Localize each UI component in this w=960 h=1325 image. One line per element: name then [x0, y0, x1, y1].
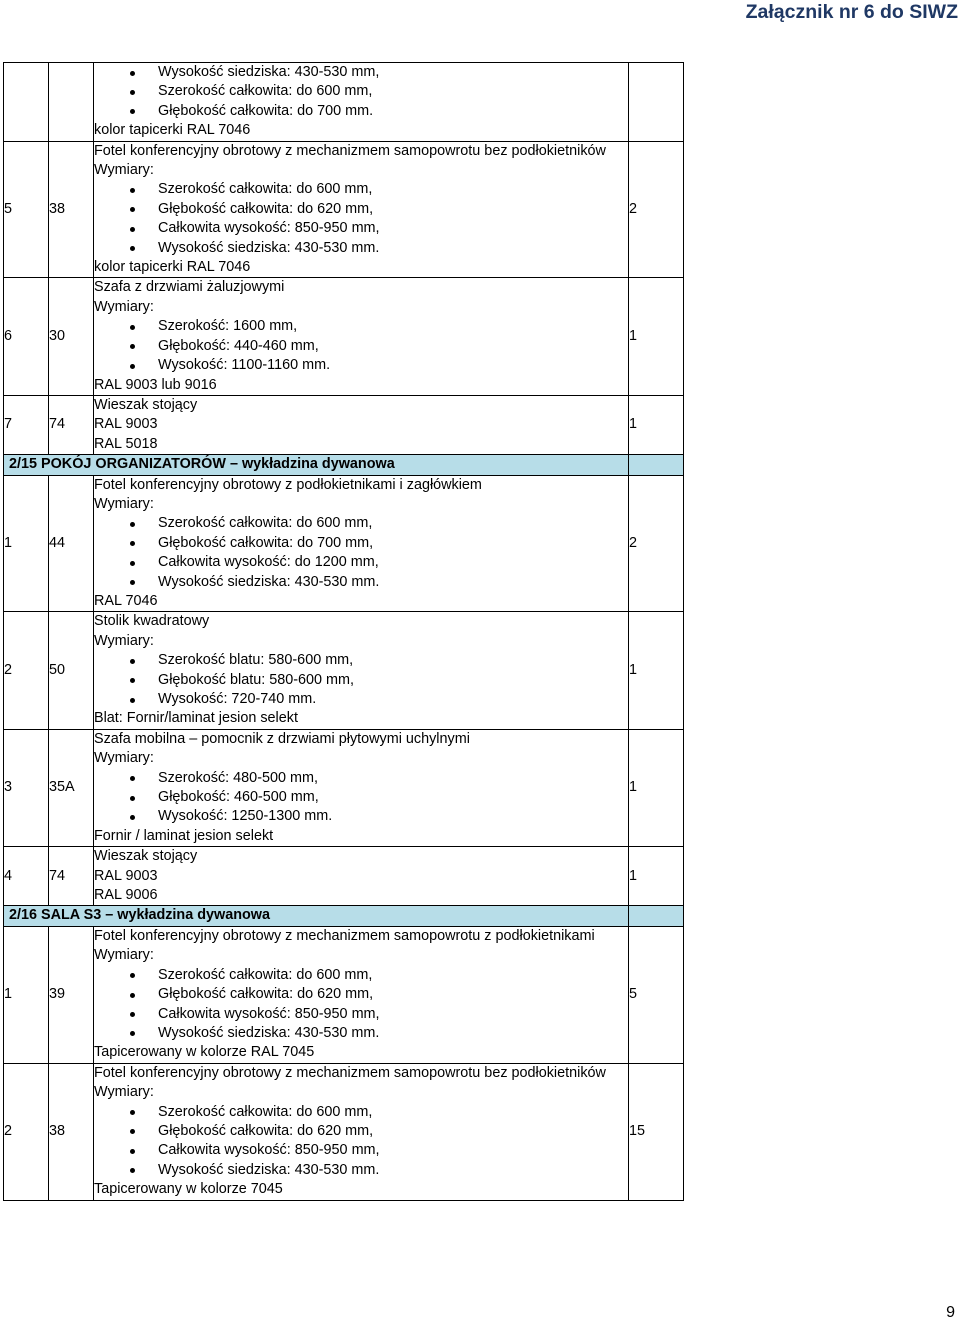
item-description-cell [94, 926, 629, 1063]
table-row [4, 729, 684, 846]
item-number-cell: 38 [49, 1063, 94, 1200]
dimension-item: Całkowita wysokość: 850-950 mm, [94, 1005, 628, 1024]
item-description-cell [94, 847, 629, 906]
description-note: RAL 7046 [94, 592, 158, 609]
item-quantity-cell: 2 [629, 475, 684, 612]
description-line: RAL 9003 [94, 416, 158, 433]
dimension-item: Wysokość siedziska: 430-530 mm. [94, 239, 628, 258]
item-lp-cell: 1 [4, 926, 49, 1063]
section-header-row [4, 906, 684, 926]
dimension-item: Szerokość: 480-500 mm, [94, 769, 628, 788]
item-description-cell [94, 141, 629, 278]
item-quantity-cell: 15 [629, 1063, 684, 1200]
description-line: Fotel konferencyjny obrotowy z mechanizmem samopowrotu bez podłokietników [94, 142, 606, 159]
section-title: 2/16 SALA S3 – wykładzina dywanowa [4, 906, 629, 926]
dimension-item: Szerokość całkowita: do 600 mm, [94, 514, 628, 533]
dimension-item: Głębokość całkowita: do 620 mm, [94, 200, 628, 219]
item-quantity-cell: 5 [629, 926, 684, 1063]
section-header-row [4, 455, 684, 475]
description-line: Wymiary: [94, 1084, 154, 1101]
item-description-cell [94, 475, 629, 612]
table-row [4, 63, 684, 142]
dimension-item: Wysokość siedziska: 430-530 mm, [94, 63, 628, 82]
dimension-item: Wysokość: 1250-1300 mm. [94, 807, 628, 826]
item-description-cell [94, 1063, 629, 1200]
description-line: Wieszak stojący [94, 848, 198, 865]
description-line: Wymiary: [94, 298, 154, 315]
item-number-cell: 50 [49, 612, 94, 729]
page-number: 9 [946, 1304, 955, 1321]
description-line: Stolik kwadratowy [94, 613, 210, 630]
item-description-cell [94, 63, 629, 142]
item-lp-cell: 4 [4, 847, 49, 906]
dimensions-list [94, 63, 628, 121]
item-number-cell: 35A [49, 729, 94, 846]
item-description-cell [94, 278, 629, 395]
description-line: Fotel konferencyjny obrotowy z mechanizmem samopowrotu bez podłokietników [94, 1064, 606, 1081]
item-lp-cell: 2 [4, 1063, 49, 1200]
description-note: Blat: Fornir/laminat jesion selekt [94, 710, 298, 727]
dimension-item: Wysokość siedziska: 430-530 mm. [94, 573, 628, 592]
description-line: Szafa z drzwiami żaluzjowymi [94, 279, 285, 296]
table-row [4, 395, 684, 454]
dimensions-list [94, 966, 628, 1044]
dimension-item: Głębokość całkowita: do 700 mm, [94, 534, 628, 553]
dimension-item: Całkowita wysokość: 850-950 mm, [94, 219, 628, 238]
dimension-item: Głębokość całkowita: do 620 mm, [94, 985, 628, 1004]
item-number-cell [49, 63, 94, 142]
dimension-item: Całkowita wysokość: do 1200 mm, [94, 553, 628, 572]
description-line: Wymiary: [94, 947, 154, 964]
dimensions-list [94, 1103, 628, 1181]
description-note: RAL 9003 lub 9016 [94, 376, 217, 393]
description-line: Szafa mobilna – pomocnik z drzwiami płytowymi uchylnymi [94, 730, 470, 747]
description-line: Fotel konferencyjny obrotowy z mechanizmem samopowrotu z podłokietnikami [94, 927, 595, 944]
item-number-cell: 39 [49, 926, 94, 1063]
section-empty-cell [629, 455, 684, 475]
description-line: Fotel konferencyjny obrotowy z podłokietnikami i zagłówkiem [94, 476, 482, 493]
dimension-item: Szerokość całkowita: do 600 mm, [94, 180, 628, 199]
item-description-cell [94, 612, 629, 729]
description-note: Fornir / laminat jesion selekt [94, 827, 274, 844]
item-lp-cell: 3 [4, 729, 49, 846]
table-row [4, 141, 684, 278]
item-quantity-cell: 1 [629, 278, 684, 395]
description-note: kolor tapicerki RAL 7046 [94, 259, 251, 276]
dimension-item: Głębokość: 460-500 mm, [94, 788, 628, 807]
dimension-item: Szerokość: 1600 mm, [94, 317, 628, 336]
item-lp-cell: 1 [4, 475, 49, 612]
description-note: kolor tapicerki RAL 7046 [94, 122, 251, 139]
dimension-item: Szerokość całkowita: do 600 mm, [94, 82, 628, 101]
item-number-cell: 74 [49, 395, 94, 454]
item-number-cell: 44 [49, 475, 94, 612]
item-quantity-cell: 1 [629, 612, 684, 729]
item-quantity-cell: 1 [629, 395, 684, 454]
header-title: Załącznik nr 6 do SIWZ [745, 1, 958, 23]
description-line: Wymiary: [94, 495, 154, 512]
description-line: Wymiary: [94, 750, 154, 767]
description-note: Tapicerowany w kolorze 7045 [94, 1181, 283, 1198]
table-row [4, 847, 684, 906]
description-line: Wymiary: [94, 632, 154, 649]
table-row [4, 278, 684, 395]
dimensions-list [94, 317, 628, 375]
item-lp-cell: 5 [4, 141, 49, 278]
description-note: Tapicerowany w kolorze RAL 7045 [94, 1044, 315, 1061]
item-lp-cell: 6 [4, 278, 49, 395]
table-row [4, 926, 684, 1063]
table-row [4, 612, 684, 729]
dimension-item: Głębokość blatu: 580-600 mm, [94, 671, 628, 690]
section-empty-cell [629, 906, 684, 926]
dimensions-list [94, 514, 628, 592]
dimensions-list [94, 651, 628, 709]
table-row [4, 475, 684, 612]
description-line: Wieszak stojący [94, 396, 198, 413]
item-quantity-cell: 2 [629, 141, 684, 278]
table-row [4, 1063, 684, 1200]
description-line: RAL 5018 [94, 435, 158, 452]
item-quantity-cell: 1 [629, 847, 684, 906]
dimensions-list [94, 180, 628, 258]
dimension-item: Szerokość blatu: 580-600 mm, [94, 651, 628, 670]
item-description-cell [94, 729, 629, 846]
dimension-item: Wysokość siedziska: 430-530 mm. [94, 1161, 628, 1180]
specification-table [3, 62, 684, 1201]
dimension-item: Szerokość całkowita: do 600 mm, [94, 1103, 628, 1122]
item-lp-cell: 7 [4, 395, 49, 454]
section-title: 2/15 POKÓJ ORGANIZATORÓW – wykładzina dywanowa [4, 455, 629, 475]
item-lp-cell [4, 63, 49, 142]
description-line: RAL 9006 [94, 887, 158, 904]
dimension-item: Szerokość całkowita: do 600 mm, [94, 966, 628, 985]
dimension-item: Głębokość: 440-460 mm, [94, 337, 628, 356]
item-lp-cell: 2 [4, 612, 49, 729]
description-line: RAL 9003 [94, 867, 158, 884]
item-number-cell: 74 [49, 847, 94, 906]
item-description-cell [94, 395, 629, 454]
dimensions-list [94, 769, 628, 827]
item-quantity-cell [629, 63, 684, 142]
description-line: Wymiary: [94, 162, 154, 179]
item-quantity-cell: 1 [629, 729, 684, 846]
dimension-item: Całkowita wysokość: 850-950 mm, [94, 1141, 628, 1160]
dimension-item: Wysokość: 1100-1160 mm. [94, 356, 628, 375]
dimension-item: Wysokość: 720-740 mm. [94, 690, 628, 709]
dimension-item: Głębokość całkowita: do 620 mm, [94, 1122, 628, 1141]
dimension-item: Głębokość całkowita: do 700 mm. [94, 102, 628, 121]
dimension-item: Wysokość siedziska: 430-530 mm. [94, 1024, 628, 1043]
item-number-cell: 30 [49, 278, 94, 395]
item-number-cell: 38 [49, 141, 94, 278]
